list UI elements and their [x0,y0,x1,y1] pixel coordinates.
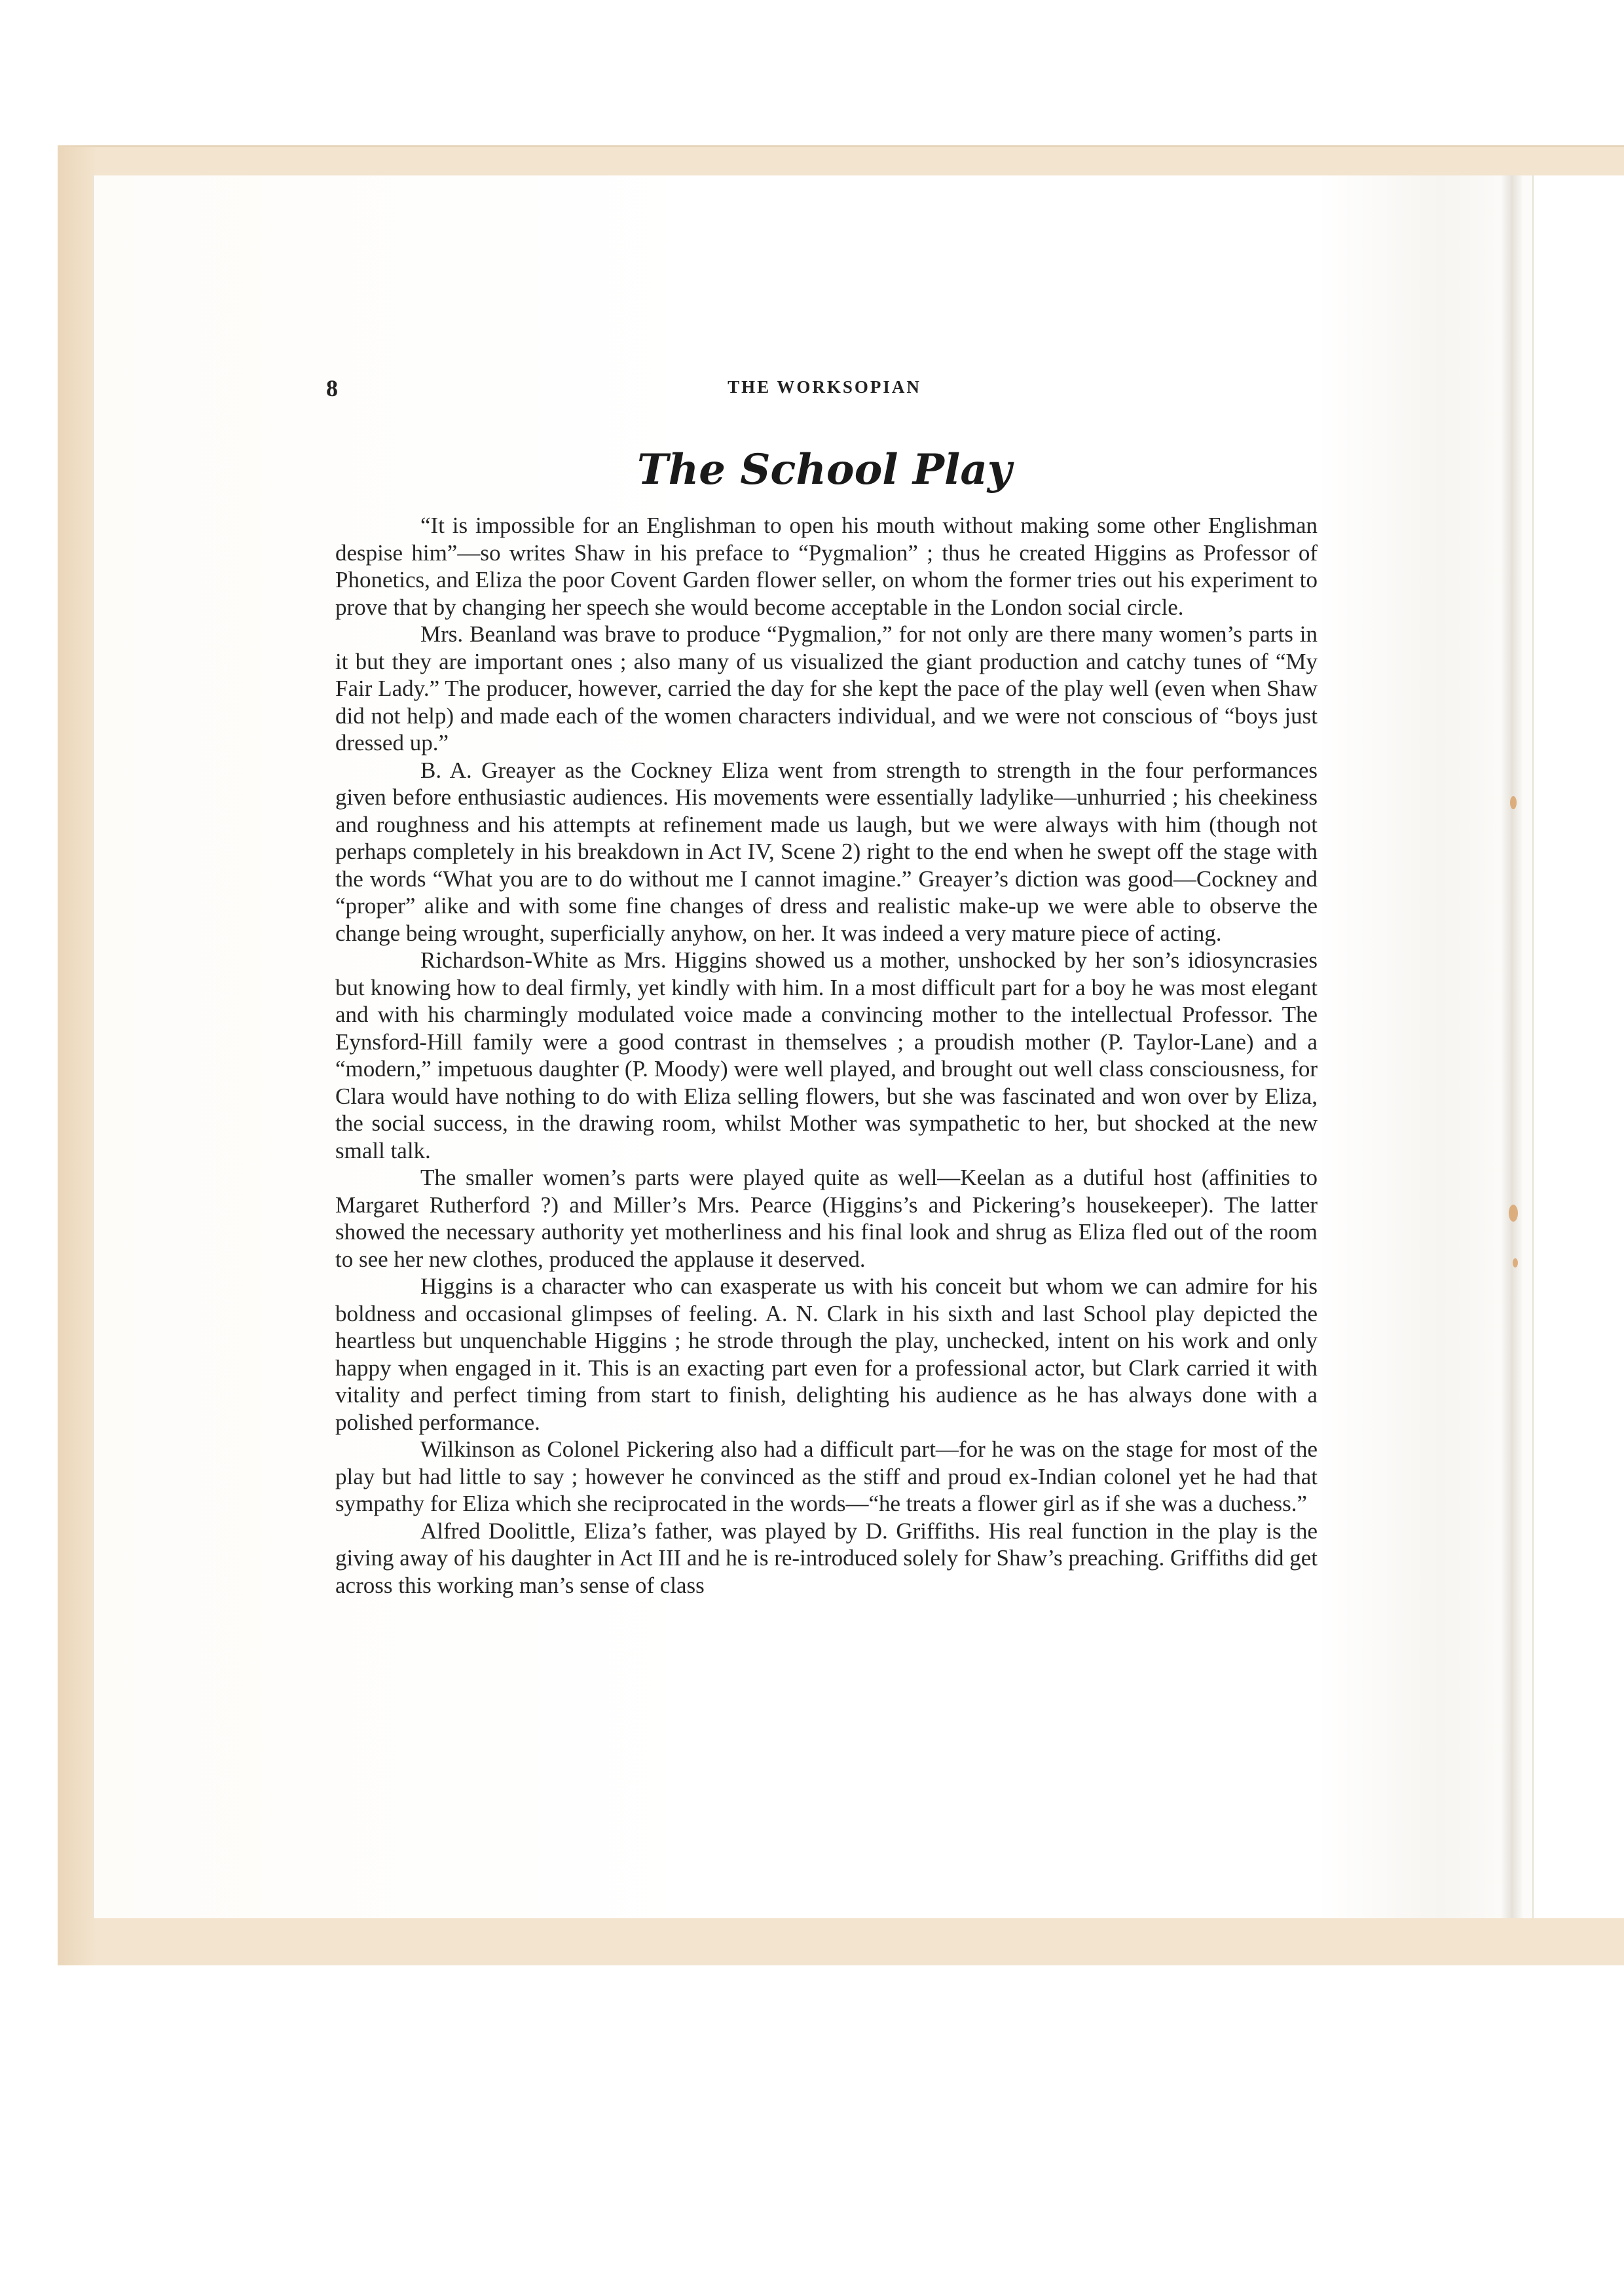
stain-spot [1510,796,1517,809]
article-title: The School Play [637,445,1012,494]
stain-spot [1513,1258,1518,1267]
cover-edge-shadow [58,145,97,1965]
paragraph: The smaller women’s parts were played quite as well—Keelan as a dutiful host (affinities to Margaret Rutherford ?) and Miller’s Mrs. Pearce (Higgins’s and Pickering’s housekeeper). The latter showed the necessary authority yet motherliness and his final look and shrug as Eliza fled out of the room to see her new clothes, produced the applause it deserved. [335,1165,1318,1272]
paragraph: Wilkinson as Colonel Pickering also had a difficult part—for he was on the stage for most of the play but had little to say ; however he convinced as the stiff and proud ex-Indian colonel yet he had that sympathy for Eliza which she reciprocated in the words—“he treats a flower girl as if she was a duchess.” [335,1436,1318,1516]
page-number: 8 [326,375,338,401]
page-fold [1501,175,1523,1918]
page-header [326,374,1323,407]
paragraph: Higgins is a character who can exasperate us with his conceit but whom we can admire for his boldness and occasional glimpses of feeling. A. N. Clark in his sixth and last School play depicted the heartless but unquenchable Higgins ; he strode through the play, unchecked, intent on his work and only happy when engaged in it. This is an exacting part even for a professional actor, but Clark carried it with vitality and perfect timing from start to finish, delighting his audience as he has always done with a polished performance. [335,1273,1318,1435]
paragraph: “It is impossible for an Englishman to open his mouth without making some other Englishman despise him”—so writes Shaw in his preface to “Pygmalion” ; thus he created Higgins as Professor of Phonetics, and Eliza the poor Covent Garden flower seller, on whom the former tries out his experiment to prove that by changing her speech she would become acceptable in the London social circle. [335,513,1318,620]
article-body [335,512,1318,1599]
stain-spot [1509,1205,1518,1222]
paragraph: Richardson-White as Mrs. Higgins showed us a mother, unshocked by her son’s idiosyncrasies but knowing how to deal firmly, yet kindly with him. In a most difficult part for a boy he was most elegant and with his charmingly modulated voice made a convincing mother to the intellectual Professor. The Eynsford-Hill family were a good contrast in themselves ; a proudish mother (P. Taylor-Lane) and a “modern,” impetuous daughter (P. Moody) were well played, and brought out well class consciousness, for Clara would have nothing to do with Eliza selling flowers, but she was fascinated and won over by Eliza, the social success, in the drawing room, whilst Mother was sympathetic to her, but shocked at the new small talk. [335,947,1318,1163]
paragraph: Alfred Doolittle, Eliza’s father, was played by D. Griffiths. His real function in the play is the giving away of his daughter in Act III and he is re-introduced solely for Shaw’s preaching. Griffiths did get across this working man’s sense of class [335,1518,1318,1598]
facing-page-edge [1532,175,1624,1918]
paragraph: Mrs. Beanland was brave to produce “Pygmalion,” for not only are there many women’s parts in it but they are important ones ; also many of us visualized the giant production and catchy tunes of “My Fair Lady.” The producer, however, carried the day for she kept the pace of the play well (even when Shaw did not help) and made each of the women characters individual, and we were not conscious of “boys just dressed up.” [335,621,1318,756]
paragraph: B. A. Greayer as the Cockney Eliza went from strength to strength in the four performances given before enthusiastic audiences. His movements were essentially ladylike—unhurried ; his cheekiness and roughness and his attempts at refinement made us laugh, but we were always with him (though not perhaps completely in his breakdown in Act IV, Scene 2) right to the end when he swept off the stage with the words “What you are to do without me I cannot imagine.” Greayer’s diction was good—Cockney and “proper” alike and with some fine changes of dress and realistic make-up we were able to observe the change being wrought, superficially anyhow, on her. It was indeed a very mature piece of acting. [335,757,1318,946]
running-head: THE WORKSOPIAN [728,377,921,397]
